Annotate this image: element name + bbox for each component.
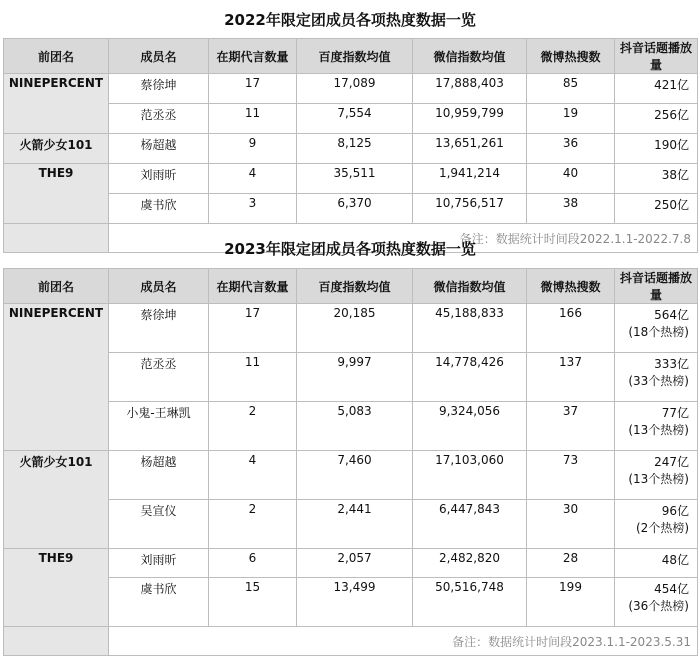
- baidu-cell: 9,997: [297, 353, 413, 402]
- member-cell: 刘雨昕: [109, 549, 209, 578]
- group-cell: 火箭少女101: [4, 451, 109, 549]
- header-group: 前团名: [4, 269, 109, 304]
- douyin-views: 77亿: [661, 406, 689, 420]
- douyin-cell: [615, 353, 698, 402]
- baidu-cell: 35,511: [297, 164, 413, 194]
- baidu-cell: 17,089: [297, 74, 413, 104]
- table-row: [4, 164, 698, 194]
- note-row: [4, 627, 698, 656]
- baidu-cell: 7,460: [297, 451, 413, 500]
- table-row: [4, 104, 698, 134]
- weibo-cell: 137: [527, 353, 615, 402]
- douyin-cell: [615, 500, 698, 549]
- table-row: [4, 353, 698, 402]
- endorsement-cell: 17: [209, 74, 297, 104]
- douyin-hotlist: (36个热榜): [628, 599, 689, 613]
- table-2023: [3, 268, 698, 656]
- table-2022-title: 2022年限定团成员各项热度数据一览: [224, 11, 476, 29]
- douyin-cell: [615, 451, 698, 500]
- wechat-cell: 17,888,403: [413, 74, 527, 104]
- wechat-cell: 6,447,843: [413, 500, 527, 549]
- endorsement-cell: 9: [209, 134, 297, 164]
- table-header-row: [4, 269, 698, 304]
- weibo-cell: 73: [527, 451, 615, 500]
- note-blank-cell: [4, 627, 109, 656]
- member-cell: 虞书欣: [109, 578, 209, 627]
- douyin-hotlist: (13个热榜): [628, 423, 689, 437]
- table-row: [4, 194, 698, 224]
- note-text: 备注：数据统计时间段2022.1.1-2022.7.8: [109, 224, 698, 253]
- header-wechat: 微信指数均值: [413, 269, 527, 304]
- header-endorsements: 在期代言数量: [209, 269, 297, 304]
- weibo-cell: 30: [527, 500, 615, 549]
- endorsement-cell: 2: [209, 500, 297, 549]
- header-weibo: 微博热搜数: [527, 269, 615, 304]
- douyin-cell: [615, 578, 698, 627]
- endorsement-cell: 6: [209, 549, 297, 578]
- header-group: 前团名: [4, 39, 109, 74]
- group-cell: THE9: [4, 164, 109, 224]
- table-row: [4, 578, 698, 627]
- header-endorsements: 在期代言数量: [209, 39, 297, 74]
- header-member: 成员名: [109, 269, 209, 304]
- member-cell: 范丞丞: [109, 353, 209, 402]
- table-row: [4, 500, 698, 549]
- baidu-cell: 8,125: [297, 134, 413, 164]
- endorsement-cell: 4: [209, 451, 297, 500]
- header-douyin: 抖音话题播放量: [615, 269, 698, 304]
- member-cell: 蔡徐坤: [109, 304, 209, 353]
- douyin-cell: [615, 304, 698, 353]
- header-weibo: 微博热搜数: [527, 39, 615, 74]
- weibo-cell: 36: [527, 134, 615, 164]
- baidu-cell: 5,083: [297, 402, 413, 451]
- douyin-cell: 421亿: [615, 74, 698, 104]
- wechat-cell: 2,482,820: [413, 549, 527, 578]
- table-2022: [3, 38, 698, 253]
- douyin-views: 564亿: [654, 308, 689, 322]
- table-row: [4, 74, 698, 104]
- endorsement-cell: 15: [209, 578, 297, 627]
- wechat-cell: 50,516,748: [413, 578, 527, 627]
- baidu-cell: 20,185: [297, 304, 413, 353]
- wechat-cell: 14,778,426: [413, 353, 527, 402]
- endorsement-cell: 2: [209, 402, 297, 451]
- table-2023-title: 2023年限定团成员各项热度数据一览: [224, 240, 476, 258]
- member-cell: 杨超越: [109, 134, 209, 164]
- douyin-hotlist: (18个热榜): [628, 325, 689, 339]
- douyin-views: 247亿: [654, 455, 689, 469]
- header-baidu: 百度指数均值: [297, 39, 413, 74]
- douyin-hotlist: (33个热榜): [628, 374, 689, 388]
- member-cell: 虞书欣: [109, 194, 209, 224]
- douyin-hotlist: (13个热榜): [628, 472, 689, 486]
- weibo-cell: 199: [527, 578, 615, 627]
- douyin-cell: 250亿: [615, 194, 698, 224]
- douyin-views: 48亿: [661, 553, 689, 567]
- wechat-cell: 13,651,261: [413, 134, 527, 164]
- douyin-cell: 190亿: [615, 134, 698, 164]
- endorsement-cell: 11: [209, 104, 297, 134]
- weibo-cell: 38: [527, 194, 615, 224]
- weibo-cell: 37: [527, 402, 615, 451]
- table-row: [4, 134, 698, 164]
- douyin-cell: [615, 549, 698, 578]
- group-cell: THE9: [4, 549, 109, 627]
- endorsement-cell: 3: [209, 194, 297, 224]
- note-text: 备注：数据统计时间段2023.1.1-2023.5.31: [109, 627, 698, 656]
- baidu-cell: 13,499: [297, 578, 413, 627]
- weibo-cell: 28: [527, 549, 615, 578]
- member-cell: 杨超越: [109, 451, 209, 500]
- douyin-views: 454亿: [654, 582, 689, 596]
- member-cell: 范丞丞: [109, 104, 209, 134]
- wechat-cell: 9,324,056: [413, 402, 527, 451]
- baidu-cell: 2,057: [297, 549, 413, 578]
- header-douyin: 抖音话题播放量: [615, 39, 698, 74]
- douyin-views: 333亿: [654, 357, 689, 371]
- weibo-cell: 85: [527, 74, 615, 104]
- wechat-cell: 17,103,060: [413, 451, 527, 500]
- group-cell: NINEPERCENT: [4, 304, 109, 451]
- group-cell: 火箭少女101: [4, 134, 109, 164]
- endorsement-cell: 17: [209, 304, 297, 353]
- weibo-cell: 40: [527, 164, 615, 194]
- table-row: [4, 304, 698, 353]
- douyin-cell: [615, 402, 698, 451]
- table-row: [4, 402, 698, 451]
- baidu-cell: 7,554: [297, 104, 413, 134]
- douyin-cell: 256亿: [615, 104, 698, 134]
- table-row: [4, 549, 698, 578]
- douyin-hotlist: (2个热榜): [636, 521, 689, 535]
- baidu-cell: 2,441: [297, 500, 413, 549]
- endorsement-cell: 4: [209, 164, 297, 194]
- wechat-cell: 1,941,214: [413, 164, 527, 194]
- douyin-cell: 38亿: [615, 164, 698, 194]
- member-cell: 蔡徐坤: [109, 74, 209, 104]
- header-member: 成员名: [109, 39, 209, 74]
- weibo-cell: 166: [527, 304, 615, 353]
- member-cell: 吴宣仪: [109, 500, 209, 549]
- wechat-cell: 10,756,517: [413, 194, 527, 224]
- member-cell: 刘雨昕: [109, 164, 209, 194]
- header-wechat: 微信指数均值: [413, 39, 527, 74]
- weibo-cell: 19: [527, 104, 615, 134]
- wechat-cell: 45,188,833: [413, 304, 527, 353]
- table-header-row: [4, 39, 698, 74]
- member-cell: 小鬼-王琳凯: [109, 402, 209, 451]
- header-baidu: 百度指数均值: [297, 269, 413, 304]
- wechat-cell: 10,959,799: [413, 104, 527, 134]
- baidu-cell: 6,370: [297, 194, 413, 224]
- table-row: [4, 451, 698, 500]
- endorsement-cell: 11: [209, 353, 297, 402]
- douyin-views: 96亿: [661, 504, 689, 518]
- group-cell: NINEPERCENT: [4, 74, 109, 134]
